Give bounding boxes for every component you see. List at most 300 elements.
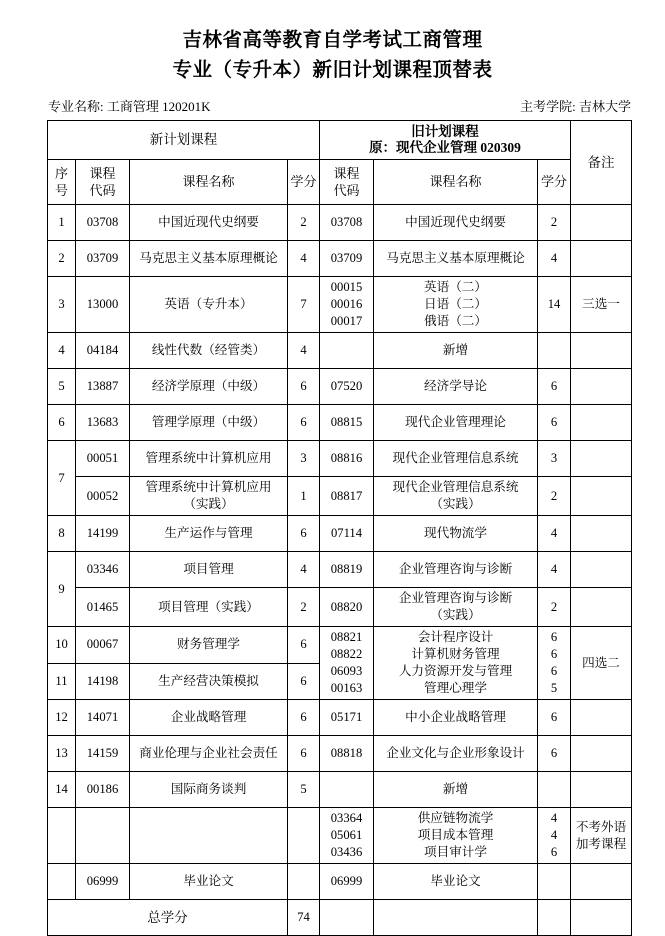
cell-line: 马克思主义基本原理概论: [139, 251, 278, 265]
major-value: 工商管理 120201K: [106, 99, 211, 114]
cell-line: 6: [300, 526, 307, 540]
cell-line: 03709: [86, 251, 119, 265]
cell-old-credit: [538, 205, 571, 241]
cell-old-name: [374, 864, 538, 900]
header-new-plan-group: 新计划课程: [48, 121, 320, 160]
cell-line: 管理系统中计算机应用: [145, 451, 272, 465]
cell-new-code: [76, 369, 130, 405]
cell-line: 08816: [330, 451, 363, 465]
cell-line: 国际商务谈判: [170, 782, 247, 796]
cell-old-credit: [538, 333, 571, 369]
cell-old-code: [320, 369, 374, 405]
cell-new-credit: [288, 627, 320, 664]
cell-index: [48, 808, 76, 864]
cell-line: 不考外语: [575, 819, 627, 834]
cell-index: [48, 736, 76, 772]
cell-line: 6: [550, 746, 558, 760]
cell-line: 1: [58, 215, 65, 229]
cell-old-credit: [538, 516, 571, 552]
cell-line: 03708: [86, 215, 119, 229]
cell-old-credit: [538, 552, 571, 588]
cell-line: 毕业论文: [430, 874, 481, 888]
header-new-code-line2: 代码: [89, 183, 116, 198]
cell-line: 7: [58, 470, 65, 485]
cell-new-code: [76, 516, 130, 552]
table-row: [48, 369, 632, 405]
cell-line: 6: [550, 379, 558, 393]
table-total-row: [48, 900, 632, 936]
cell-line: 12: [55, 710, 68, 724]
cell-line: 06999: [86, 874, 119, 888]
cell-old-name: [374, 405, 538, 441]
cell-line: 线性代数（经管类）: [151, 343, 266, 357]
cell-old-name: [374, 477, 538, 516]
cell-line: 英语（二）: [424, 280, 487, 294]
cell-line: 6: [300, 637, 307, 652]
cell-line: 财务管理学: [177, 637, 240, 652]
cell-line: 5: [300, 782, 307, 796]
cell-line: 5: [58, 379, 65, 393]
cell-line: 企业管理咨询与诊断: [398, 562, 513, 576]
page-title-line-1: 吉林省高等教育自学考试工商管理: [182, 30, 483, 51]
header-group-row: [48, 121, 632, 160]
header-new-code-line1: 课程: [89, 166, 116, 181]
cell-old-credit: [538, 808, 571, 864]
table-row: [48, 441, 632, 477]
table-header: [48, 121, 632, 205]
cell-remark: [571, 405, 632, 441]
cell-new-credit: [288, 441, 320, 477]
cell-line: 6: [550, 664, 558, 678]
cell-line: 08819: [330, 562, 363, 576]
cell-old-credit: [538, 864, 571, 900]
cell-line: 4: [550, 828, 558, 842]
cell-old-credit: [538, 277, 571, 333]
cell-line: 6: [550, 647, 558, 661]
cell-new-credit: [288, 663, 320, 700]
cell-line: 项目管理（实践）: [158, 599, 259, 614]
header-remark: 备注: [571, 121, 632, 205]
cell-remark: [571, 441, 632, 477]
cell-line: 7: [300, 297, 307, 311]
cell-new-code: [76, 477, 130, 516]
header-new-code: [76, 160, 130, 205]
cell-line: 2: [300, 599, 307, 614]
cell-old-name: [374, 808, 538, 864]
cell-line: 现代物流学: [424, 526, 487, 540]
cell-total-old-name: [374, 900, 538, 936]
cell-new-code: [76, 663, 130, 700]
cell-remark: [571, 241, 632, 277]
cell-line: 总学分: [147, 910, 188, 925]
cell-line: 管理心理学: [424, 681, 487, 695]
cell-new-code: [76, 864, 130, 900]
cell-index: [48, 333, 76, 369]
cell-line: 00067: [86, 637, 119, 652]
header-old-plan-line2: 原：现代企业管理 020309: [369, 140, 521, 155]
cell-line: 6: [300, 415, 307, 429]
cell-new-code: [76, 333, 130, 369]
cell-old-name: [374, 588, 538, 627]
cell-line: 00015: [330, 280, 363, 294]
cell-new-name: [130, 369, 288, 405]
cell-new-credit: [288, 369, 320, 405]
cell-line: 四选二: [582, 655, 620, 670]
table-row: [48, 627, 632, 664]
cell-new-credit: [288, 477, 320, 516]
cell-new-name: [130, 441, 288, 477]
cell-line: 项目审计学: [424, 845, 487, 859]
header-old-code-line2: 代码: [333, 183, 360, 198]
college-label: 主考学院:: [520, 99, 576, 114]
cell-line: 06999: [330, 874, 363, 888]
cell-line: 00016: [330, 297, 363, 311]
cell-old-credit: [538, 588, 571, 627]
cell-line: （实践）: [430, 608, 481, 622]
cell-line: 4: [58, 343, 65, 357]
cell-remark: [571, 627, 632, 700]
cell-line: 04184: [86, 343, 119, 357]
cell-old-name: [374, 441, 538, 477]
cell-old-name: [374, 700, 538, 736]
cell-line: 74: [297, 910, 310, 924]
table-row: [48, 588, 632, 627]
cell-new-code: [76, 772, 130, 808]
cell-line: 13: [55, 746, 68, 760]
header-old-name: 课程名称: [374, 160, 538, 205]
cell-total-value: [288, 900, 320, 936]
cell-new-credit: [288, 736, 320, 772]
cell-old-credit: [538, 441, 571, 477]
cell-line: 01465: [86, 599, 119, 614]
cell-line: 10: [55, 637, 68, 652]
cell-remark: [571, 333, 632, 369]
cell-new-credit: [288, 333, 320, 369]
cell-line: 人力资源开发与管理: [398, 664, 513, 678]
cell-line: 00017: [330, 314, 363, 328]
cell-new-name: [130, 736, 288, 772]
cell-remark: [571, 808, 632, 864]
header-old-code: [320, 160, 374, 205]
cell-line: 08821: [330, 630, 363, 644]
cell-line: 毕业论文: [183, 874, 234, 888]
cell-line: 05171: [330, 710, 363, 724]
cell-line: 08815: [330, 415, 363, 429]
cell-new-name: [130, 552, 288, 588]
cell-new-credit: [288, 277, 320, 333]
cell-old-code: [320, 772, 374, 808]
cell-line: 11: [55, 673, 68, 688]
table-row: [48, 864, 632, 900]
cell-line: 03364: [330, 811, 363, 825]
cell-old-credit: [538, 736, 571, 772]
cell-old-credit: [538, 369, 571, 405]
cell-line: 6: [300, 673, 307, 688]
table-row: [48, 700, 632, 736]
cell-new-credit: [288, 588, 320, 627]
cell-line: 00186: [86, 782, 119, 796]
cell-line: 三选一: [582, 297, 620, 311]
cell-index: [48, 205, 76, 241]
cell-line: 新增: [442, 343, 469, 357]
cell-remark: [571, 864, 632, 900]
major-info: [48, 96, 211, 115]
cell-line: 4: [550, 251, 558, 265]
header-new-name: 课程名称: [130, 160, 288, 205]
cell-remark: [571, 700, 632, 736]
cell-line: 14071: [86, 710, 119, 724]
cell-line: 13000: [86, 297, 119, 311]
cell-line: 生产经营决策模拟: [158, 673, 259, 688]
cell-index: [48, 864, 76, 900]
cell-new-code: [76, 205, 130, 241]
cell-remark: [571, 552, 632, 588]
cell-old-code: [320, 627, 374, 700]
cell-new-credit: [288, 516, 320, 552]
cell-index: [48, 627, 76, 664]
cell-line: 3: [58, 297, 65, 311]
cell-new-code: [76, 700, 130, 736]
cell-line: 03346: [86, 562, 119, 576]
cell-line: 供应链物流学: [417, 811, 494, 825]
cell-old-code: [320, 552, 374, 588]
header-old-plan-group: [320, 121, 571, 160]
cell-line: 6: [550, 415, 558, 429]
cell-old-name: [374, 205, 538, 241]
cell-line: 06093: [330, 664, 363, 678]
cell-new-name: [130, 808, 288, 864]
cell-line: 4: [550, 811, 558, 825]
cell-old-credit: [538, 627, 571, 700]
cell-old-credit: [538, 241, 571, 277]
table-row: [48, 736, 632, 772]
cell-line: 日语（二）: [424, 297, 487, 311]
cell-line: 07520: [330, 379, 363, 393]
cell-old-credit: [538, 477, 571, 516]
cell-old-credit: [538, 772, 571, 808]
cell-new-name: [130, 277, 288, 333]
cell-old-code: [320, 277, 374, 333]
cell-new-code: [76, 808, 130, 864]
cell-new-code: [76, 552, 130, 588]
cell-line: 经济学导论: [424, 379, 487, 393]
cell-new-name: [130, 516, 288, 552]
cell-line: 2: [550, 488, 558, 503]
cell-new-code: [76, 588, 130, 627]
cell-line: 新增: [442, 782, 469, 796]
cell-new-name: [130, 588, 288, 627]
cell-line: 03708: [330, 215, 363, 229]
cell-new-name: [130, 663, 288, 700]
cell-index: [48, 772, 76, 808]
cell-line: 企业战略管理: [170, 710, 247, 724]
cell-line: 9: [58, 581, 65, 596]
table-row: [48, 772, 632, 808]
cell-line: 4: [300, 343, 307, 357]
cell-line: 项目管理: [183, 562, 234, 576]
cell-new-name: [130, 405, 288, 441]
cell-old-code: [320, 405, 374, 441]
cell-index: [48, 277, 76, 333]
cell-new-name: [130, 772, 288, 808]
major-label: 专业名称:: [48, 99, 104, 114]
cell-line: 生产运作与管理: [164, 526, 253, 540]
cell-line: 会计程序设计: [417, 630, 494, 644]
cell-remark: [571, 369, 632, 405]
cell-new-code: [76, 277, 130, 333]
cell-line: 计算机财务管理: [411, 647, 500, 661]
cell-line: 中国近现代史纲要: [405, 215, 506, 229]
cell-new-credit: [288, 405, 320, 441]
document-title-block: [0, 0, 665, 86]
cell-old-code: [320, 736, 374, 772]
cell-line: 4: [300, 251, 307, 265]
cell-line: 3: [550, 451, 558, 465]
cell-line: 6: [300, 379, 307, 393]
cell-new-code: [76, 627, 130, 664]
cell-line: 6: [550, 710, 558, 724]
cell-line: 6: [300, 710, 307, 724]
cell-new-credit: [288, 205, 320, 241]
cell-new-name: [130, 477, 288, 516]
cell-line: 项目成本管理: [417, 828, 494, 842]
cell-old-code: [320, 441, 374, 477]
cell-line: 6: [58, 415, 65, 429]
cell-new-name: [130, 700, 288, 736]
cell-new-name: [130, 627, 288, 664]
table-row: [48, 808, 632, 864]
cell-line: 6: [550, 845, 558, 859]
cell-line: 现代企业管理理论: [405, 415, 506, 429]
table-row: [48, 333, 632, 369]
cell-new-name: [130, 205, 288, 241]
cell-remark: [571, 516, 632, 552]
cell-old-code: [320, 700, 374, 736]
cell-line: 2: [300, 215, 307, 229]
table-row: [48, 477, 632, 516]
page-title-line-2: 专业（专升本）新旧计划课程顶替表: [172, 60, 493, 81]
cell-index: [48, 241, 76, 277]
cell-line: 07114: [330, 526, 363, 540]
cell-new-name: [130, 241, 288, 277]
cell-old-name: [374, 241, 538, 277]
cell-old-name: [374, 627, 538, 700]
cell-new-credit: [288, 700, 320, 736]
cell-line: 管理学原理（中级）: [151, 415, 266, 429]
cell-old-code: [320, 205, 374, 241]
cell-new-code: [76, 241, 130, 277]
header-index-line1: 序: [54, 166, 68, 181]
cell-line: 08822: [330, 647, 363, 661]
cell-new-credit: [288, 552, 320, 588]
table-row: [48, 241, 632, 277]
college-info: [520, 96, 631, 115]
cell-old-name: [374, 369, 538, 405]
cell-line: 加考课程: [575, 836, 627, 851]
cell-index: [48, 441, 76, 516]
cell-line: 4: [550, 526, 558, 540]
header-old-plan-line1: 旧计划课程: [411, 124, 479, 139]
header-column-row: [48, 160, 632, 205]
header-old-code-line1: 课程: [333, 166, 360, 181]
cell-remark: [571, 477, 632, 516]
cell-new-name: [130, 864, 288, 900]
table-row: [48, 405, 632, 441]
cell-line: 03709: [330, 251, 363, 265]
course-substitution-table: [47, 120, 632, 936]
cell-line: 14199: [86, 526, 119, 540]
cell-total-label: [48, 900, 288, 936]
cell-old-code: [320, 241, 374, 277]
cell-old-code: [320, 864, 374, 900]
cell-line: 4: [300, 562, 307, 576]
table-row: [48, 205, 632, 241]
cell-remark: [571, 772, 632, 808]
cell-line: （实践）: [183, 497, 234, 511]
cell-line: 英语（专升本）: [164, 297, 253, 311]
cell-line: 14: [55, 782, 68, 796]
cell-old-name: [374, 277, 538, 333]
cell-new-code: [76, 405, 130, 441]
cell-old-code: [320, 333, 374, 369]
header-index-line2: 号: [54, 183, 68, 198]
cell-line: 中国近现代史纲要: [158, 215, 259, 229]
table-body: [48, 205, 632, 936]
table-row: [48, 277, 632, 333]
cell-index: [48, 369, 76, 405]
cell-total-old-code: [320, 900, 374, 936]
cell-old-name: [374, 516, 538, 552]
cell-line: 2: [550, 215, 558, 229]
cell-line: 企业管理咨询与诊断: [398, 591, 513, 605]
header-index: [48, 160, 76, 205]
cell-old-code: [320, 588, 374, 627]
cell-index: [48, 700, 76, 736]
cell-line: 经济学原理（中级）: [151, 379, 266, 393]
cell-index: [48, 552, 76, 627]
cell-old-code: [320, 808, 374, 864]
cell-old-name: [374, 333, 538, 369]
cell-remark: [571, 588, 632, 627]
cell-line: 14198: [86, 673, 119, 688]
cell-line: 1: [300, 488, 307, 503]
cell-new-code: [76, 736, 130, 772]
cell-line: 13683: [86, 415, 119, 429]
cell-new-credit: [288, 864, 320, 900]
cell-line: 08818: [330, 746, 363, 760]
cell-line: 00051: [86, 451, 119, 465]
header-old-credit: 学分: [538, 160, 571, 205]
cell-old-code: [320, 516, 374, 552]
cell-line: 管理系统中计算机应用: [145, 480, 272, 494]
cell-index: [48, 405, 76, 441]
cell-old-name: [374, 772, 538, 808]
cell-index: [48, 516, 76, 552]
cell-line: 5: [550, 681, 558, 695]
cell-new-credit: [288, 772, 320, 808]
table-row: [48, 516, 632, 552]
cell-line: 现代企业管理信息系统: [392, 480, 519, 494]
cell-new-name: [130, 333, 288, 369]
cell-line: 6: [300, 746, 307, 760]
cell-old-name: [374, 552, 538, 588]
cell-line: 现代企业管理信息系统: [392, 451, 519, 465]
cell-index: [48, 663, 76, 700]
cell-line: 商业伦理与企业社会责任: [139, 746, 278, 760]
cell-total-remark: [571, 900, 632, 936]
table-row: [48, 552, 632, 588]
cell-new-credit: [288, 808, 320, 864]
